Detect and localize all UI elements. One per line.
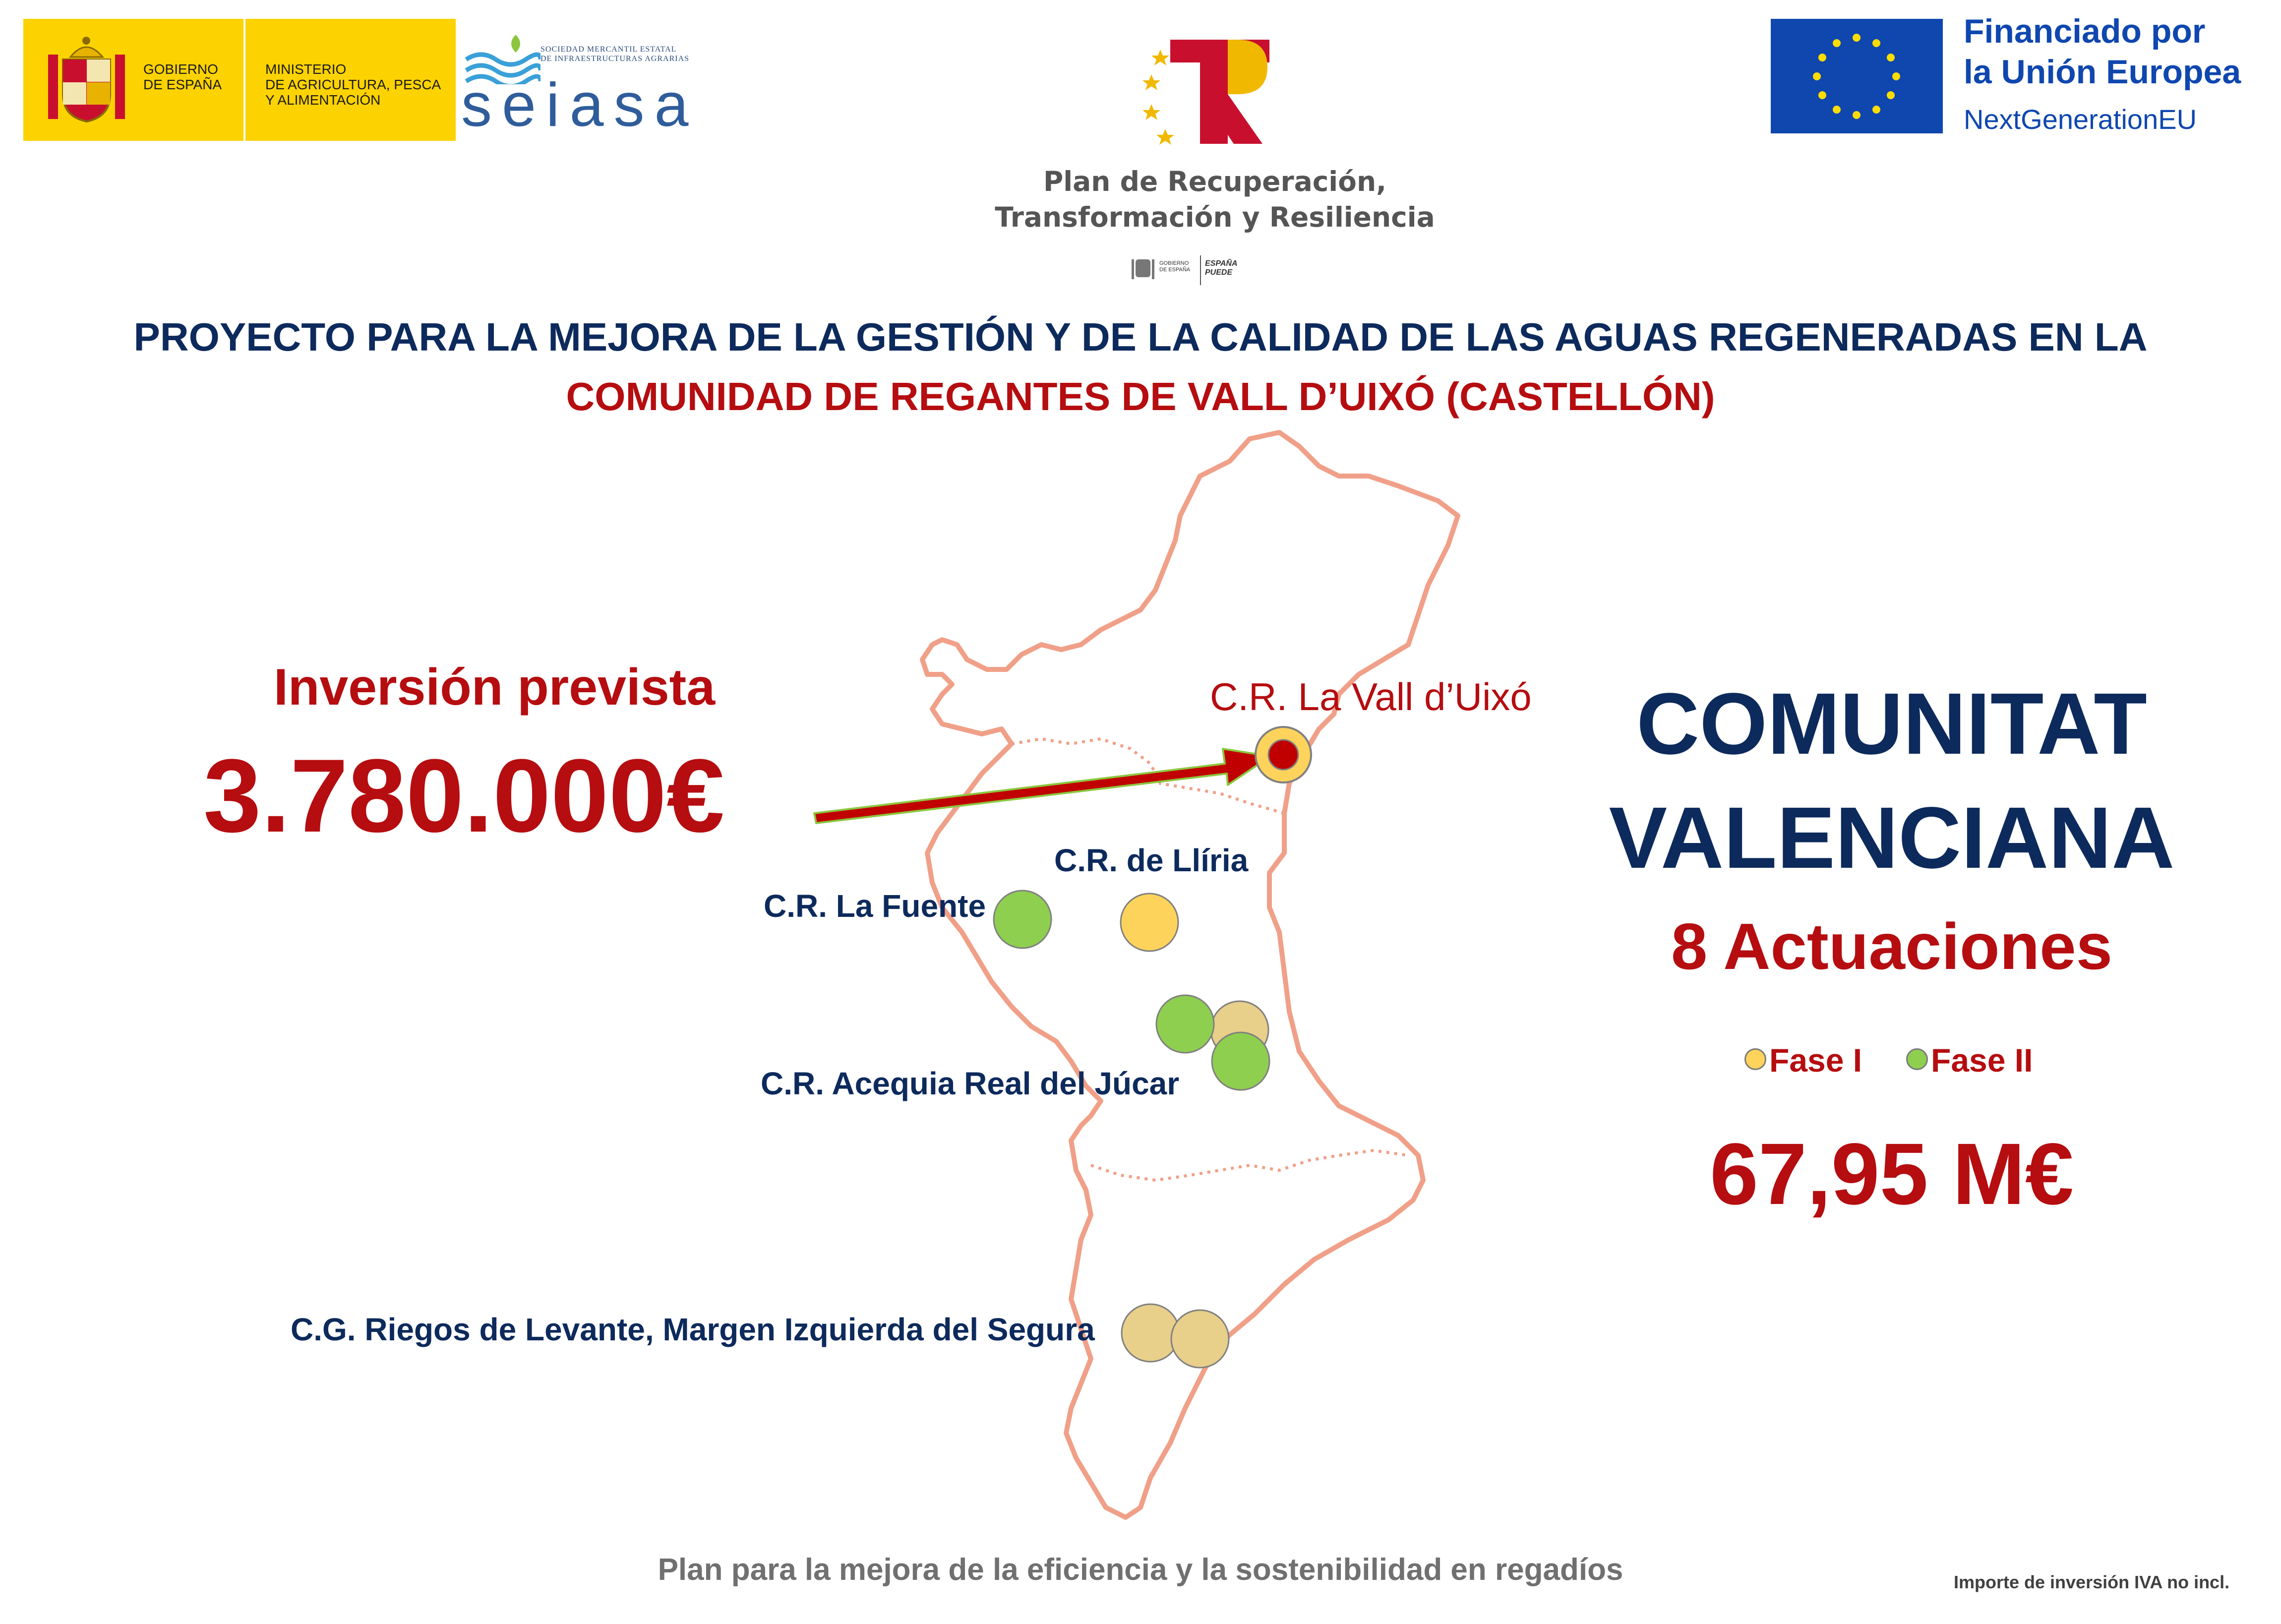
- seiasa-subtitle: SOCIEDAD MERCANTIL ESTATAL DE INFRAESTRUCTURAS AGRARIAS: [540, 45, 690, 63]
- espana-puede-text: ESPAÑA PUEDE: [1205, 259, 1238, 277]
- eu-funded-line2: la Unión Europea: [1964, 53, 2241, 91]
- next-generation-eu: NextGenerationEU: [1964, 104, 2197, 135]
- province-border-south: [1091, 1150, 1408, 1180]
- investment-arrow: [814, 749, 1270, 823]
- marker-riegos-levante-a[interactable]: [1122, 1304, 1179, 1362]
- legend-fase1-label: Fase I: [1769, 1042, 1862, 1079]
- gov-spain-text: GOBIERNO DE ESPAÑA: [143, 61, 222, 92]
- label-acequia-real-jucar: C.R. Acequia Real del Júcar: [761, 1066, 1180, 1101]
- marker-la-fuente[interactable]: [994, 891, 1051, 948]
- legend-fase2-marker: [1906, 1048, 1928, 1070]
- marker-acequia-fase2-a[interactable]: [1156, 995, 1214, 1053]
- label-la-fuente: C.R. La Fuente: [764, 888, 986, 924]
- actuaciones-count: 8 Actuaciones: [1671, 910, 2113, 983]
- region-name-line1: COMUNITAT: [1636, 675, 2147, 773]
- eu-funded-line1: Financiado por: [1964, 12, 2206, 50]
- prtr-gov-text: GOBIERNO DE ESPAÑA: [1159, 260, 1191, 273]
- legend: [1736, 1041, 2182, 1081]
- seiasa-wordmark: seiasa: [461, 71, 699, 139]
- investment-amount: 3.780.000€: [203, 737, 725, 854]
- label-vall-duixo: C.R. La Vall d’Uixó: [1210, 675, 1532, 719]
- page-title-line1: PROYECTO PARA LA MEJORA DE LA GESTIÓN Y DE LA CALIDAD DE LAS AGUAS REGENERADAS EN LA: [133, 315, 2148, 359]
- legend-fase2-label: Fase II: [1931, 1042, 2033, 1079]
- marker-riegos-levante-b[interactable]: [1171, 1310, 1229, 1368]
- marker-acequia-fase2-b[interactable]: [1212, 1032, 1269, 1090]
- ministry-text: MINISTERIO DE AGRICULTURA, PESCA Y ALIMENTACIÓN: [265, 61, 441, 108]
- legend-fase1-marker: [1744, 1048, 1766, 1070]
- label-lliria: C.R. de Llíria: [1054, 842, 1249, 878]
- region-name-line2: VALENCIANA: [1609, 789, 2175, 887]
- label-riegos-levante: C.G. Riegos de Levante, Margen Izquierda del Segura: [291, 1312, 1095, 1347]
- marker-lliria[interactable]: [1121, 894, 1178, 951]
- total-investment: 67,95 M€: [1710, 1126, 2074, 1223]
- footer-vat-note: Importe de inversión IVA no incl.: [1954, 1572, 2230, 1592]
- footer-plan: Plan para la mejora de la eficiencia y la sostenibilidad en regadíos: [658, 1553, 1623, 1587]
- prtr-title: Plan de Recuperación, Transformación y Resiliencia: [995, 166, 1435, 233]
- investment-label: Inversión prevista: [274, 659, 716, 716]
- page-title-line2: COMUNIDAD DE REGANTES DE VALL D’UIXÓ (CASTELLÓN): [566, 374, 1715, 419]
- marker-vall-duixo-inner[interactable]: [1268, 740, 1298, 770]
